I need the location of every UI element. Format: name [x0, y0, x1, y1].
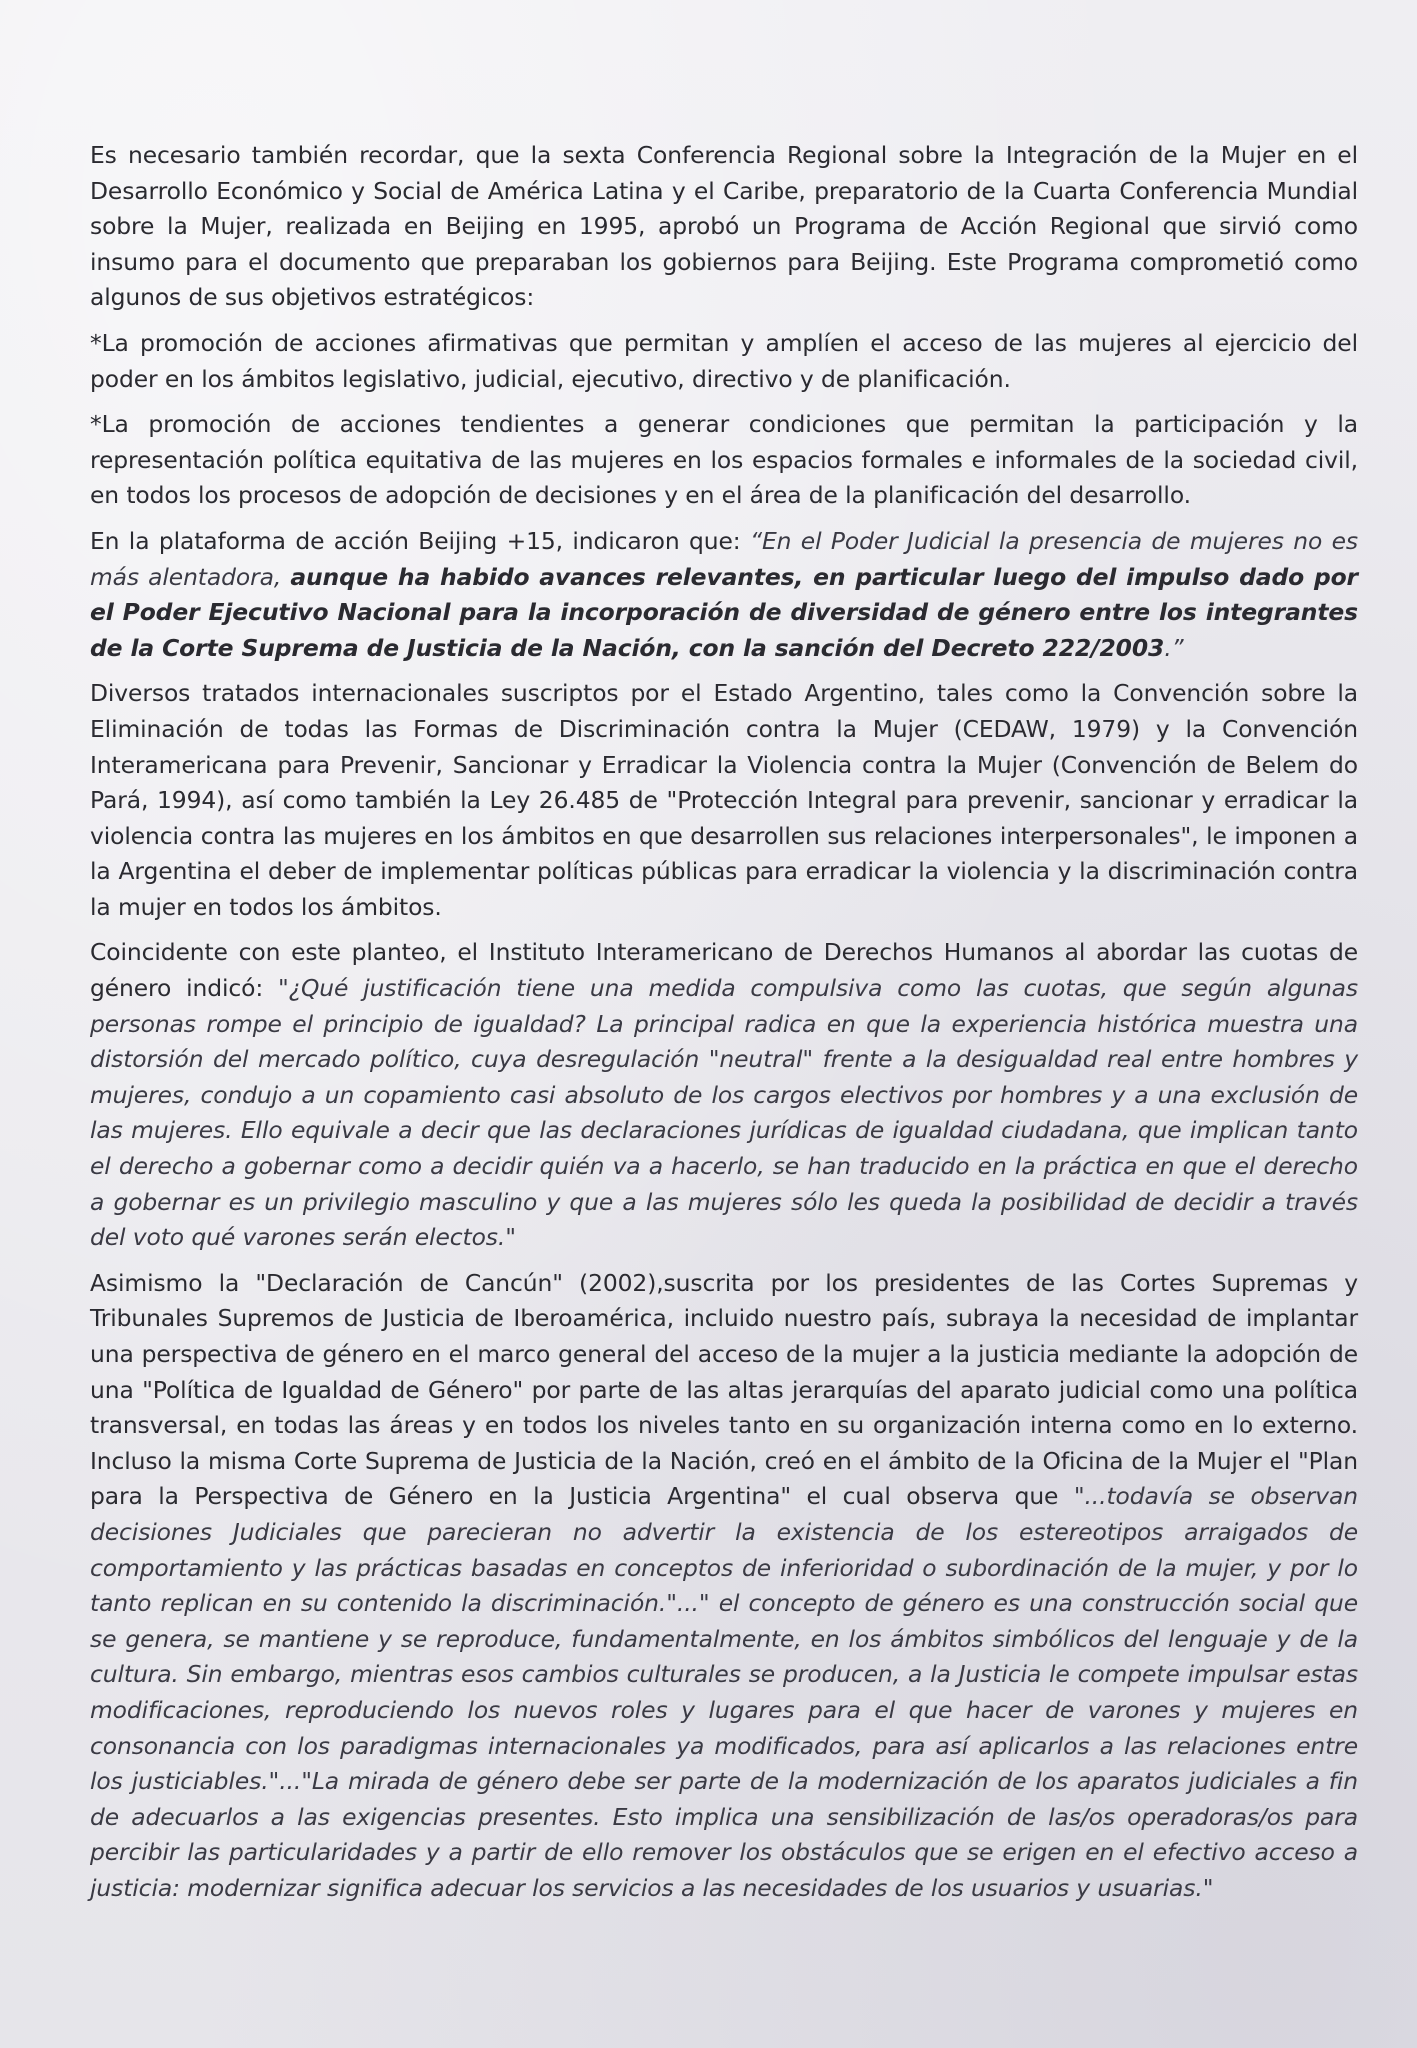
paragraph-4-intro: En la plataforma de acción Beijing +15, indicaron que:	[90, 526, 750, 555]
paragraph-4	[90, 524, 1358, 666]
paragraph-4-quote-a: “En el Poder Judicial la presencia de mujeres no es más alentadora,	[90, 526, 1358, 591]
paragraph-7-intro: Asimismo la "Declaración de Cancún" (2002),suscrita por los presidentes de las Cortes Supremas y Tribunales Supremos de Justicia de Iberoamérica, incluido nuestro país, subraya la necesidad de implantar una perspectiva de género en el marco general del acceso de la mujer a la justicia mediante la adopción de una "Política de Igualdad de Género" por parte de las altas jerarquías del aparato judicial como una política transversal, en todas las áreas y en todos los niveles tanto en su organización interna como en lo externo. Incluso la misma Corte Suprema de Justicia de la Nación, creó en el ámbito de la Oficina de la Mujer el "Plan para la Perspectiva de Género en la Justicia Argentina" el cual observa que	[90, 1268, 1358, 1511]
paragraph-7-quote: "...todavía se observan decisiones Judiciales que parecieran no advertir la existencia de los estereotipos arraigados de comportamiento y las prácticas basadas en conceptos de inferioridad o subordinación de la mujer, y por lo tanto replican en su contenido la discriminación."..." el concepto de género es una construcción social que se genera, se mantiene y se reproduce, fundamentalmente, en los ámbitos simbólicos del lenguaje y de la cultura. Sin embargo, mientras esos cambios culturales se producen, a la Justicia le compete impulsar estas modificaciones, reproduciendo los nuevos roles y lugares para el que hacer de varones y mujeres en consonancia con los paradigmas internacionales ya modificados, para así aplicarlos a las relaciones entre los justiciables."..."La mirada de género debe ser parte de la modernización de los aparatos judiciales a fin de adecuarlos a las exigencias presentes. Esto implica una sensibilización de las/os operadoras/os para percibir las particularidades y a partir de ello remover los obstáculos que se erigen en el efectivo acceso a justicia: modernizar significa adecuar los servicios a las necesidades de los usuarios y usuarias."	[90, 1482, 1358, 1902]
paragraph-6-quote: "¿Qué justificación tiene una medida compulsiva como las cuotas, que según algunas personas rompe el principio de igualdad? La principal radica en que la experiencia histórica muestra una distorsión del mercado político, cuya desregulación "neutral" frente a la desigualdad real entre hombres y mujeres, condujo a un copamiento casi absoluto de los cargos electivos por hombres y a una exclusión de las mujeres. Ello equivale a decir que las declaraciones jurídicas de igualdad ciudadana, que implican tanto el derecho a gobernar como a decidir quién va a hacerlo, se han traducido en la práctica en que el derecho a gobernar es un privilegio masculino y que a las mujeres sólo les queda la posibilidad de decidir a través del voto qué varones serán electos."	[90, 974, 1358, 1252]
paragraph-5	[90, 676, 1358, 925]
paragraph-3-text: *La promoción de acciones tendientes a generar condiciones que permitan la participación y la representación política equitativa de las mujeres en los espacios formales e informales de la sociedad civil, en todos los procesos de adopción de decisiones y en el área de la planificación del desarrollo.	[90, 410, 1358, 510]
document-body	[90, 138, 1358, 1917]
paragraph-2	[90, 326, 1358, 397]
paragraph-6	[90, 935, 1358, 1255]
paragraph-5-text: Diversos tratados internacionales suscriptos por el Estado Argentino, tales como la Convención sobre la Eliminación de todas las Formas de Discriminación contra la Mujer (CEDAW, 1979) y la Convención Interamericana para Prevenir, Sancionar y Erradicar la Violencia contra la Mujer (Convención de Belem do Pará, 1994), así como también la Ley 26.485 de "Protección Integral para prevenir, sancionar y erradicar la violencia contra las mujeres en los ámbitos en que desarrollen sus relaciones interpersonales", le imponen a la Argentina el deber de implementar políticas públicas para erradicar la violencia y la discriminación contra la mujer en todos los ámbitos.	[90, 679, 1358, 921]
paragraph-3	[90, 407, 1358, 514]
paragraph-6-intro: Coincidente con este planteo, el Instituto Interamericano de Derechos Humanos al abordar las cuotas de género indicó:	[90, 938, 1358, 1003]
paragraph-2-text: *La promoción de acciones afirmativas que permitan y amplíen el acceso de las mujeres al ejercicio del poder en los ámbitos legislativo, judicial, ejecutivo, directivo y de planificación.	[90, 328, 1358, 393]
paragraph-4-quote-end: .”	[1164, 633, 1184, 662]
paragraph-4-quote-b: aunque ha habido avances relevantes, en particular luego del impulso dado por el Poder Ejecutivo Nacional para la incorporación de diversidad de género entre los integrantes de la Corte Suprema de Justicia de la Nación, con la sanción del Decreto 222/2003	[90, 562, 1358, 662]
paragraph-1-text: Es necesario también recordar, que la sexta Conferencia Regional sobre la Integración de la Mujer en el Desarrollo Económico y Social de América Latina y el Caribe, preparatorio de la Cuarta Conferencia Mundial sobre la Mujer, realizada en Beijing en 1995, aprobó un Programa de Acción Regional que sirvió como insumo para el documento que preparaban los gobiernos para Beijing. Este Programa comprometió como algunos de sus objetivos estratégicos:	[90, 141, 1358, 312]
paragraph-7	[90, 1266, 1358, 1907]
paragraph-1	[90, 138, 1358, 316]
